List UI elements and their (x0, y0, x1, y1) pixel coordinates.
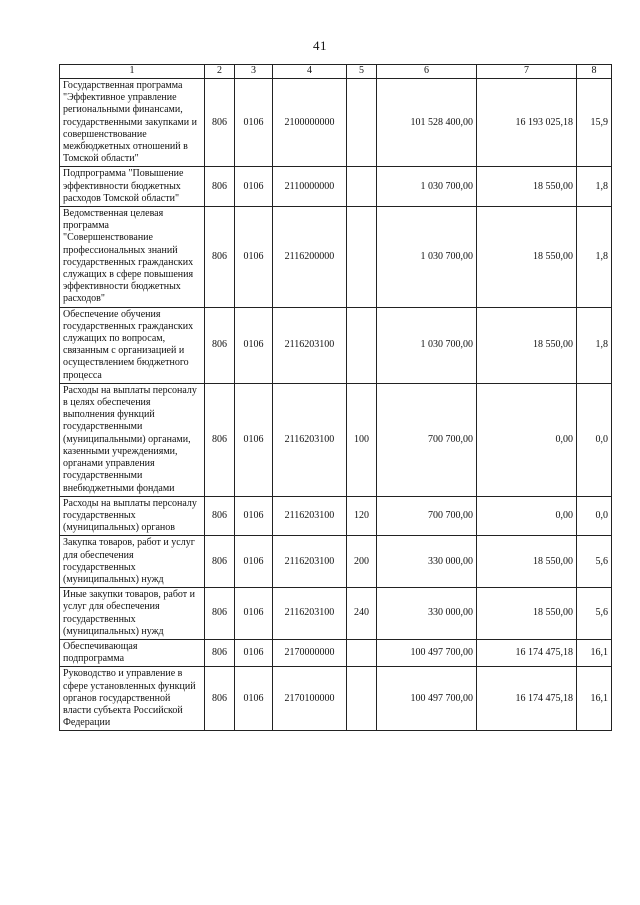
cell-expense-type (347, 307, 377, 383)
cell-expense-type (347, 639, 377, 666)
row-name: Иные закупки товаров, работ и услуг для обеспечения государственных (муниципальных) нужд (60, 588, 205, 640)
table-row (60, 383, 612, 496)
cell-ministry-code: 806 (205, 536, 235, 588)
cell-actual: 0,00 (477, 383, 577, 496)
row-name: Государственная программа "Эффективное управление региональными финансами, государственными закупками и совершенствование межбюджетных отношений в Томской области" (60, 79, 205, 167)
cell-actual: 16 174 475,18 (477, 639, 577, 666)
column-header: 1 (60, 65, 205, 79)
row-name: Руководство и управление в сфере установленных функций органов государственной власти субъекта Российской Федерации (60, 667, 205, 731)
cell-section-code: 0106 (235, 383, 273, 496)
cell-percent: 5,6 (577, 588, 612, 640)
row-name: Расходы на выплаты персоналу государственных (муниципальных) органов (60, 496, 205, 536)
cell-section-code: 0106 (235, 79, 273, 167)
row-name: Обеспечение обучения государственных гражданских служащих по вопросам, связанным с организацией и осуществлением бюджетного процесса (60, 307, 205, 383)
cell-target-code: 2116203100 (273, 588, 347, 640)
table-row (60, 536, 612, 588)
cell-percent: 0,0 (577, 383, 612, 496)
cell-target-code: 2116203100 (273, 496, 347, 536)
budget-table (59, 64, 612, 731)
cell-target-code: 2116203100 (273, 307, 347, 383)
cell-ministry-code: 806 (205, 307, 235, 383)
cell-ministry-code: 806 (205, 667, 235, 731)
cell-expense-type: 100 (347, 383, 377, 496)
cell-expense-type (347, 167, 377, 207)
cell-expense-type: 200 (347, 536, 377, 588)
cell-target-code: 2116203100 (273, 383, 347, 496)
cell-expense-type (347, 79, 377, 167)
cell-actual: 18 550,00 (477, 207, 577, 308)
cell-plan: 1 030 700,00 (377, 207, 477, 308)
cell-plan: 330 000,00 (377, 588, 477, 640)
cell-actual: 18 550,00 (477, 536, 577, 588)
cell-actual: 0,00 (477, 496, 577, 536)
column-header: 7 (477, 65, 577, 79)
cell-section-code: 0106 (235, 207, 273, 308)
table-row (60, 79, 612, 167)
table-header-row (60, 65, 612, 79)
cell-plan: 700 700,00 (377, 496, 477, 536)
table-row (60, 639, 612, 666)
row-name: Подпрограмма "Повышение эффективности бюджетных расходов Томской области" (60, 167, 205, 207)
cell-ministry-code: 806 (205, 207, 235, 308)
cell-target-code: 2170000000 (273, 639, 347, 666)
cell-expense-type: 120 (347, 496, 377, 536)
cell-plan: 1 030 700,00 (377, 307, 477, 383)
cell-actual: 18 550,00 (477, 588, 577, 640)
cell-plan: 700 700,00 (377, 383, 477, 496)
cell-section-code: 0106 (235, 667, 273, 731)
cell-actual: 18 550,00 (477, 307, 577, 383)
table-row (60, 588, 612, 640)
cell-percent: 1,8 (577, 307, 612, 383)
cell-percent: 0,0 (577, 496, 612, 536)
column-header: 2 (205, 65, 235, 79)
cell-section-code: 0106 (235, 588, 273, 640)
cell-percent: 16,1 (577, 667, 612, 731)
cell-percent: 16,1 (577, 639, 612, 666)
cell-plan: 1 030 700,00 (377, 167, 477, 207)
cell-ministry-code: 806 (205, 79, 235, 167)
cell-actual: 16 174 475,18 (477, 667, 577, 731)
cell-section-code: 0106 (235, 639, 273, 666)
cell-expense-type (347, 207, 377, 308)
cell-percent: 15,9 (577, 79, 612, 167)
cell-section-code: 0106 (235, 536, 273, 588)
cell-plan: 101 528 400,00 (377, 79, 477, 167)
cell-ministry-code: 806 (205, 167, 235, 207)
page-number: 41 (313, 38, 327, 53)
cell-actual: 18 550,00 (477, 167, 577, 207)
cell-ministry-code: 806 (205, 496, 235, 536)
row-name: Закупка товаров, работ и услуг для обеспечения государственных (муниципальных) нужд (60, 536, 205, 588)
cell-plan: 330 000,00 (377, 536, 477, 588)
cell-ministry-code: 806 (205, 383, 235, 496)
cell-section-code: 0106 (235, 167, 273, 207)
column-header: 5 (347, 65, 377, 79)
row-name: Обеспечивающая подпрограмма (60, 639, 205, 666)
cell-section-code: 0106 (235, 307, 273, 383)
column-header: 3 (235, 65, 273, 79)
cell-ministry-code: 806 (205, 639, 235, 666)
table-row (60, 207, 612, 308)
cell-target-code: 2170100000 (273, 667, 347, 731)
column-header: 8 (577, 65, 612, 79)
cell-target-code: 2110000000 (273, 167, 347, 207)
cell-expense-type (347, 667, 377, 731)
row-name: Расходы на выплаты персоналу в целях обеспечения выполнения функций государственными (муниципальными) органами, казенными учреждениями, органами управления государственными внебюджетными фондами (60, 383, 205, 496)
table-row (60, 307, 612, 383)
cell-ministry-code: 806 (205, 588, 235, 640)
cell-percent: 1,8 (577, 207, 612, 308)
cell-plan: 100 497 700,00 (377, 639, 477, 666)
column-header: 4 (273, 65, 347, 79)
cell-expense-type: 240 (347, 588, 377, 640)
cell-section-code: 0106 (235, 496, 273, 536)
cell-target-code: 2116203100 (273, 536, 347, 588)
table-row (60, 167, 612, 207)
cell-plan: 100 497 700,00 (377, 667, 477, 731)
cell-percent: 5,6 (577, 536, 612, 588)
cell-actual: 16 193 025,18 (477, 79, 577, 167)
row-name: Ведомственная целевая программа "Совершенствование профессиональных знаний государственных гражданских служащих в сфере повышения эффективности бюджетных расходов" (60, 207, 205, 308)
cell-target-code: 2116200000 (273, 207, 347, 308)
table-row (60, 496, 612, 536)
table-row (60, 667, 612, 731)
cell-target-code: 2100000000 (273, 79, 347, 167)
cell-percent: 1,8 (577, 167, 612, 207)
column-header: 6 (377, 65, 477, 79)
